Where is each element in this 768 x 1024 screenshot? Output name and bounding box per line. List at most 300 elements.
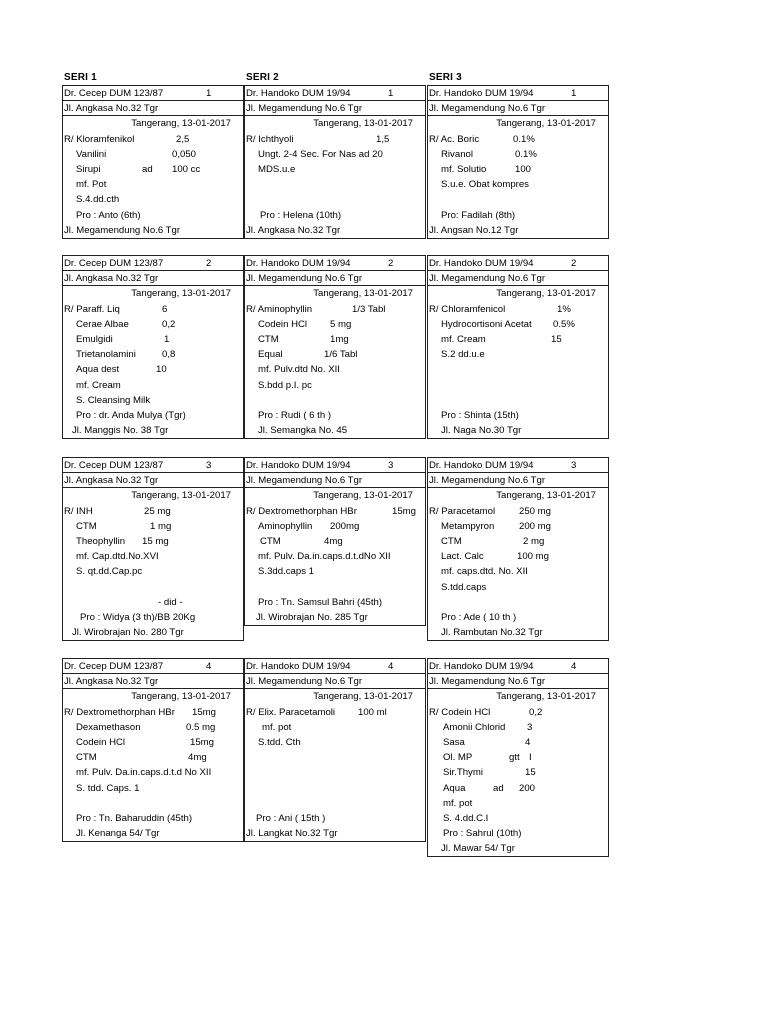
cell-text: Jl. Megamendung No.6 Tgr [246, 273, 363, 285]
cell-text: Theophyllin [76, 535, 126, 547]
cell-text: CTM [258, 333, 279, 345]
cell-text: Jl. Wirobrajan No. 280 Tgr [72, 627, 184, 639]
cell-text: Codein HCl [76, 736, 126, 748]
cell-text: Pro : Tn. Baharuddin (45th) [76, 812, 193, 824]
cell-text: Amonii Chlorid [443, 721, 506, 733]
cell-text: S.u.e. Obat kompres [441, 179, 529, 191]
cell-text: Jl. Kenanga 54/ Tgr [76, 828, 160, 840]
prescription-line [428, 317, 608, 332]
prescription-line [428, 132, 608, 147]
cell-text: mf. Pulv.dtd No. XII [258, 364, 340, 376]
cell-text: 1,5 [376, 133, 390, 145]
prescription-line [63, 302, 243, 317]
prescription-line [428, 423, 608, 438]
doctor-address [428, 473, 608, 488]
prescription-line [63, 595, 243, 610]
cell-text: R/ Ichthyoli [246, 133, 294, 145]
prescription-line [63, 504, 243, 519]
prescription-line [63, 765, 243, 780]
cell-text: Sir.Thymi [443, 767, 483, 779]
prescription-line [428, 720, 608, 735]
prescription-line [63, 223, 243, 238]
cell-text: 200 [519, 782, 536, 794]
doctor-address [428, 101, 608, 116]
cell-text: S. qt.dd.Cap.pc [76, 566, 143, 578]
prescription-line [428, 735, 608, 750]
prescription-line [63, 132, 243, 147]
doctor-address [428, 271, 608, 286]
cell-text: - did - [158, 596, 183, 608]
doctor-address [63, 473, 243, 488]
cell-text: 1% [557, 303, 571, 315]
cell-text: mf. caps.dtd. No. XII [441, 566, 528, 578]
prescription-line [63, 826, 243, 841]
doctor-address [245, 101, 425, 116]
prescription-line [63, 362, 243, 377]
prescription-line [63, 735, 243, 750]
cell-text: Rivanol [441, 148, 473, 160]
cell-text: Lact. Calc [441, 551, 484, 563]
cell-text: R/ Codein HCl [429, 706, 491, 718]
place-date: Tangerang, 13-01-2017 [496, 118, 596, 130]
prescription-line [245, 147, 425, 162]
prescription-line [245, 765, 425, 780]
cell-text: R/ Dextromethorphan HBr [64, 706, 175, 718]
place-date: Tangerang, 13-01-2017 [313, 490, 413, 502]
prescription-line [428, 504, 608, 519]
cell-text: 200 mg [519, 520, 551, 532]
place-date: Tangerang, 13-01-2017 [496, 691, 596, 703]
prescription-line [428, 192, 608, 207]
cell-text: Aqua dest [76, 364, 120, 376]
place-date: Tangerang, 13-01-2017 [131, 118, 231, 130]
cell-text: mf. pot [443, 797, 473, 809]
cell-text: Vanilini [76, 148, 107, 160]
prescription-line [63, 177, 243, 192]
cell-text: Jl. Megamendung No.6 Tgr [429, 676, 546, 688]
prescription-card [244, 658, 426, 842]
cell-text: 0.5 mg [186, 721, 216, 733]
doctor-line [63, 86, 243, 101]
cell-text: 200mg [330, 520, 360, 532]
cell-text: Pro : dr. Anda Mulya (Tgr) [76, 409, 186, 421]
cell-text: Ungt. 2-4 Sec. For Nas ad 20 [258, 148, 383, 160]
doctor-address [245, 271, 425, 286]
doctor-line [428, 458, 608, 473]
doctor-line [245, 86, 425, 101]
cell-text: 4 [388, 661, 394, 672]
prescription-card [62, 85, 244, 239]
cell-text: Jl. Semangka No. 45 [258, 425, 348, 437]
prescription-line [428, 332, 608, 347]
prescription-line [63, 564, 243, 579]
prescription-line [245, 811, 425, 826]
prescription-line [245, 317, 425, 332]
cell-text: S.2 dd.u.e [441, 349, 485, 361]
cell-text: 4 [206, 661, 212, 672]
cell-text: CTM [441, 535, 462, 547]
prescription-line [428, 781, 608, 796]
cell-text: Pro : Widya (3 th)/BB 20Kg [80, 611, 196, 623]
prescription-line [63, 720, 243, 735]
prescription-line [428, 841, 608, 856]
cell-text: Jl. Megamendung No.6 Tgr [429, 103, 546, 115]
cell-text: Sirupi [76, 163, 101, 175]
prescription-line [245, 781, 425, 796]
prescription-line [63, 549, 243, 564]
prescription-line [63, 423, 243, 438]
place-date: Tangerang, 13-01-2017 [313, 118, 413, 130]
prescription-line [245, 735, 425, 750]
cell-text: Pro : Rudi ( 6 th ) [258, 409, 332, 421]
prescription-line [245, 519, 425, 534]
cell-text: Pro : Ani ( 15th ) [256, 812, 326, 824]
cell-text: 250 mg [519, 505, 551, 517]
prescription-line [245, 720, 425, 735]
cell-text: Pro : Ade ( 10 th ) [441, 611, 517, 623]
cell-text: Jl. Megamendung No.6 Tgr [246, 475, 363, 487]
cell-text: 2 [206, 258, 212, 269]
prescription-line [245, 132, 425, 147]
prescription-line [63, 378, 243, 393]
cell-text: S.tdd. Cth [258, 736, 301, 748]
cell-text: Jl. Wirobrajan No. 285 Tgr [256, 611, 368, 623]
prescription-line [63, 162, 243, 177]
cell-text: Dr. Cecep DUM 123/87 [64, 460, 164, 471]
prescription-line [428, 393, 608, 408]
cell-text: 0.1% [513, 133, 535, 145]
series-header-2: SERI 2 [246, 72, 279, 83]
cell-text: 1mg [330, 333, 349, 345]
cell-text: 4mg [188, 752, 207, 764]
cell-text: Dr. Handoko DUM 19/94 [246, 460, 351, 471]
prescription-line [63, 796, 243, 811]
cell-text: 1 [164, 333, 170, 345]
prescription-line [428, 811, 608, 826]
cell-text: Metampyron [441, 520, 495, 532]
prescription-line [428, 580, 608, 595]
prescription-line [63, 393, 243, 408]
cell-text: 2 mg [523, 535, 545, 547]
cell-text: Pro : Tn. Samsul Bahri (45th) [258, 596, 383, 608]
prescription-line [245, 192, 425, 207]
cell-text: Codein HCl [258, 318, 308, 330]
doctor-address [245, 674, 425, 689]
prescription-line [63, 208, 243, 223]
prescription-line [63, 625, 243, 640]
cell-text: 0,2 [529, 706, 543, 718]
cell-text: 15mg [190, 736, 214, 748]
cell-text: Dr. Handoko DUM 19/94 [429, 258, 534, 269]
cell-text: mf. Cream [441, 333, 486, 345]
prescription-line [63, 147, 243, 162]
cell-text: R/ Kloramfenikol [64, 133, 135, 145]
cell-text: Dr. Cecep DUM 123/87 [64, 258, 164, 269]
cell-text: Sasa [443, 736, 465, 748]
cell-text: S.bdd p.I. pc [258, 379, 312, 391]
cell-text: ad [493, 782, 504, 794]
prescription-card [62, 658, 244, 842]
cell-text: Pro: Fadilah (8th) [441, 209, 516, 221]
prescription-card [244, 255, 426, 439]
prescription-line [428, 408, 608, 423]
doctor-line [428, 659, 608, 674]
cell-text: Jl. Megamendung No.6 Tgr [429, 475, 546, 487]
prescription-line [428, 223, 608, 238]
cell-text: 0,8 [162, 349, 176, 361]
cell-text: R/ Dextromethorphan HBr [246, 505, 357, 517]
cell-text: Jl. Rambutan No.32 Tgr [441, 627, 543, 639]
prescription-line [245, 705, 425, 720]
cell-text: Jl. Angsan No.12 Tgr [429, 224, 519, 236]
cell-text: gtt [509, 752, 520, 764]
prescription-card [427, 85, 609, 239]
prescription-line [63, 610, 243, 625]
cell-text: 15 mg [142, 535, 169, 547]
prescription-line [428, 378, 608, 393]
prescription-line [245, 302, 425, 317]
cell-text: 5 mg [330, 318, 352, 330]
cell-text: mf. Pulv. Da.in.caps.d.t.d No XII [76, 767, 212, 779]
prescription-line [63, 781, 243, 796]
cell-text: Hydrocortisoni Acetat [441, 318, 532, 330]
cell-text: S.4.dd.cth [76, 194, 120, 206]
cell-text: CTM [76, 752, 97, 764]
prescription-line [428, 765, 608, 780]
prescription-card [427, 457, 609, 641]
cell-text: Dr. Handoko DUM 19/94 [429, 88, 534, 99]
cell-text: mf. Pot [76, 179, 107, 191]
cell-text: 2 [571, 258, 577, 269]
prescription-line [428, 564, 608, 579]
doctor-address [63, 101, 243, 116]
prescription-line [63, 750, 243, 765]
cell-text: 1 [571, 88, 577, 99]
cell-text: Jl. Megamendung No.6 Tgr [64, 224, 181, 236]
cell-text: 2 [388, 258, 394, 269]
prescription-line [245, 162, 425, 177]
cell-text: Dexamethason [76, 721, 141, 733]
cell-text: 0,050 [172, 148, 197, 160]
prescription-line [428, 519, 608, 534]
place-date: Tangerang, 13-01-2017 [496, 288, 596, 300]
doctor-address [245, 473, 425, 488]
cell-text: 100 mg [517, 551, 549, 563]
series-header-3: SERI 3 [429, 72, 462, 83]
cell-text: Jl. Naga No.30 Tgr [441, 425, 522, 437]
cell-text: 2,5 [176, 133, 190, 145]
cell-text: 3 [206, 460, 212, 471]
prescription-line [245, 223, 425, 238]
doctor-line [245, 458, 425, 473]
prescription-line [428, 625, 608, 640]
cell-text: mf. Cream [76, 379, 121, 391]
prescription-line [428, 362, 608, 377]
cell-text: 100 ml [358, 706, 387, 718]
cell-text: 6 [162, 303, 168, 315]
cell-text: R/ Aminophyllin [246, 303, 313, 315]
cell-text: S. Cleansing Milk [76, 394, 151, 406]
prescription-line [245, 580, 425, 595]
prescription-line [63, 519, 243, 534]
prescription-line [428, 750, 608, 765]
doctor-line [63, 256, 243, 271]
cell-text: 0.5% [553, 318, 575, 330]
cell-text: Cerae Albae [76, 318, 129, 330]
doctor-line [63, 458, 243, 473]
prescription-line [428, 302, 608, 317]
prescription-line [428, 177, 608, 192]
cell-text: Pro : Sahrul (10th) [443, 828, 522, 840]
doctor-line [245, 659, 425, 674]
place-date: Tangerang, 13-01-2017 [313, 288, 413, 300]
cell-text: 4 [525, 736, 531, 748]
doctor-line [63, 659, 243, 674]
cell-text: 15mg [392, 505, 416, 517]
cell-text: 3 [571, 460, 577, 471]
cell-text: I [529, 752, 532, 764]
cell-text: Dr. Handoko DUM 19/94 [246, 661, 351, 672]
cell-text: R/ Ac. Boric [429, 133, 480, 145]
cell-text: 15 [525, 767, 536, 779]
place-date: Tangerang, 13-01-2017 [131, 691, 231, 703]
cell-text: R/ Elix. Paracetamoli [246, 706, 336, 718]
cell-text: Dr. Handoko DUM 19/94 [246, 88, 351, 99]
cell-text: R/ Paracetamol [429, 505, 496, 517]
doctor-address [428, 674, 608, 689]
prescription-line [245, 534, 425, 549]
prescription-line [245, 610, 425, 625]
cell-text: 1 [388, 88, 394, 99]
prescription-line [63, 811, 243, 826]
cell-text: S.3dd.caps 1 [258, 566, 315, 578]
cell-text: 0.1% [515, 148, 537, 160]
prescription-line [245, 332, 425, 347]
cell-text: R/ Paraff. Liq [64, 303, 120, 315]
prescription-line [428, 796, 608, 811]
cell-text: Jl. Angkasa No.32 Tgr [64, 103, 159, 115]
prescription-line [63, 408, 243, 423]
doctor-line [245, 256, 425, 271]
cell-text: 1/6 Tabl [324, 349, 358, 361]
cell-text: Jl. Manggis No. 38 Tgr [72, 425, 169, 437]
prescription-line [63, 192, 243, 207]
place-date: Tangerang, 13-01-2017 [313, 691, 413, 703]
prescription-line [428, 162, 608, 177]
prescription-line [428, 534, 608, 549]
prescription-line [63, 317, 243, 332]
cell-text: Dr. Handoko DUM 19/94 [429, 661, 534, 672]
cell-text: Ol. MP [443, 752, 473, 764]
prescription-line [428, 610, 608, 625]
cell-text: Jl. Langkat No.32 Tgr [246, 828, 338, 840]
doctor-line [428, 256, 608, 271]
prescription-line [245, 378, 425, 393]
prescription-line [63, 534, 243, 549]
cell-text: Jl. Angkasa No.32 Tgr [64, 475, 159, 487]
cell-text: R/ Chloramfenicol [429, 303, 506, 315]
cell-text: Equal [258, 349, 283, 361]
prescription-line [245, 750, 425, 765]
cell-text: 15mg [192, 706, 216, 718]
place-date: Tangerang, 13-01-2017 [131, 490, 231, 502]
prescription-line [245, 177, 425, 192]
prescription-line [63, 580, 243, 595]
cell-text: Jl. Megamendung No.6 Tgr [246, 103, 363, 115]
prescription-line [245, 347, 425, 362]
cell-text: Jl. Angkasa No.32 Tgr [246, 224, 341, 236]
cell-text: Emulgidi [76, 333, 113, 345]
cell-text: 3 [388, 460, 394, 471]
cell-text: mf. Cap.dtd.No.XVI [76, 551, 159, 563]
doctor-line [428, 86, 608, 101]
cell-text: Jl. Mawar 54/ Tgr [441, 843, 515, 855]
prescription-line [428, 208, 608, 223]
prescription-line [245, 208, 425, 223]
cell-text: 15 [551, 333, 562, 345]
cell-text: ad [142, 163, 153, 175]
cell-text: Jl. Angkasa No.32 Tgr [64, 273, 159, 285]
place-date: Tangerang, 13-01-2017 [496, 490, 596, 502]
prescription-line [245, 549, 425, 564]
prescription-card [244, 85, 426, 239]
cell-text: 100 [515, 163, 532, 175]
prescription-line [245, 826, 425, 841]
cell-text: 3 [527, 721, 533, 733]
cell-text: Aqua [443, 782, 466, 794]
cell-text: Dr. Cecep DUM 123/87 [64, 88, 164, 99]
cell-text: Pro : Anto (6th) [76, 209, 141, 221]
prescription-line [245, 423, 425, 438]
cell-text: Jl. Angkasa No.32 Tgr [64, 676, 159, 688]
cell-text: Pro : Helena (10th) [260, 209, 342, 221]
prescription-line [428, 705, 608, 720]
cell-text: 10 [156, 364, 167, 376]
doctor-address [63, 271, 243, 286]
cell-text: 4mg [324, 535, 343, 547]
prescription-line [63, 332, 243, 347]
prescription-line [245, 408, 425, 423]
prescription-line [245, 504, 425, 519]
prescription-line [428, 147, 608, 162]
place-date: Tangerang, 13-01-2017 [131, 288, 231, 300]
cell-text: Pro : Shinta (15th) [441, 409, 519, 421]
prescription-card [427, 658, 609, 857]
cell-text: Dr. Handoko DUM 19/94 [429, 460, 534, 471]
cell-text: 4 [571, 661, 577, 672]
prescription-line [428, 826, 608, 841]
doctor-address [63, 674, 243, 689]
cell-text: S. tdd. Caps. 1 [76, 782, 140, 794]
cell-text: mf. pot [262, 721, 292, 733]
cell-text: 1 [206, 88, 212, 99]
cell-text: MDS.u.e [258, 163, 296, 175]
cell-text: CTM [260, 535, 281, 547]
cell-text: Dr. Handoko DUM 19/94 [246, 258, 351, 269]
cell-text: 1 mg [150, 520, 172, 532]
cell-text: mf. Pulv. Da.in.caps.d.t.dNo XII [258, 551, 391, 563]
prescription-line [245, 564, 425, 579]
prescription-line [63, 705, 243, 720]
cell-text: 0,2 [162, 318, 176, 330]
cell-text: Jl. Megamendung No.6 Tgr [429, 273, 546, 285]
prescription-line [428, 595, 608, 610]
prescription-line [428, 549, 608, 564]
prescription-card [62, 255, 244, 439]
prescription-line [245, 362, 425, 377]
cell-text: Aminophyllin [258, 520, 313, 532]
cell-text: Dr. Cecep DUM 123/87 [64, 661, 164, 672]
